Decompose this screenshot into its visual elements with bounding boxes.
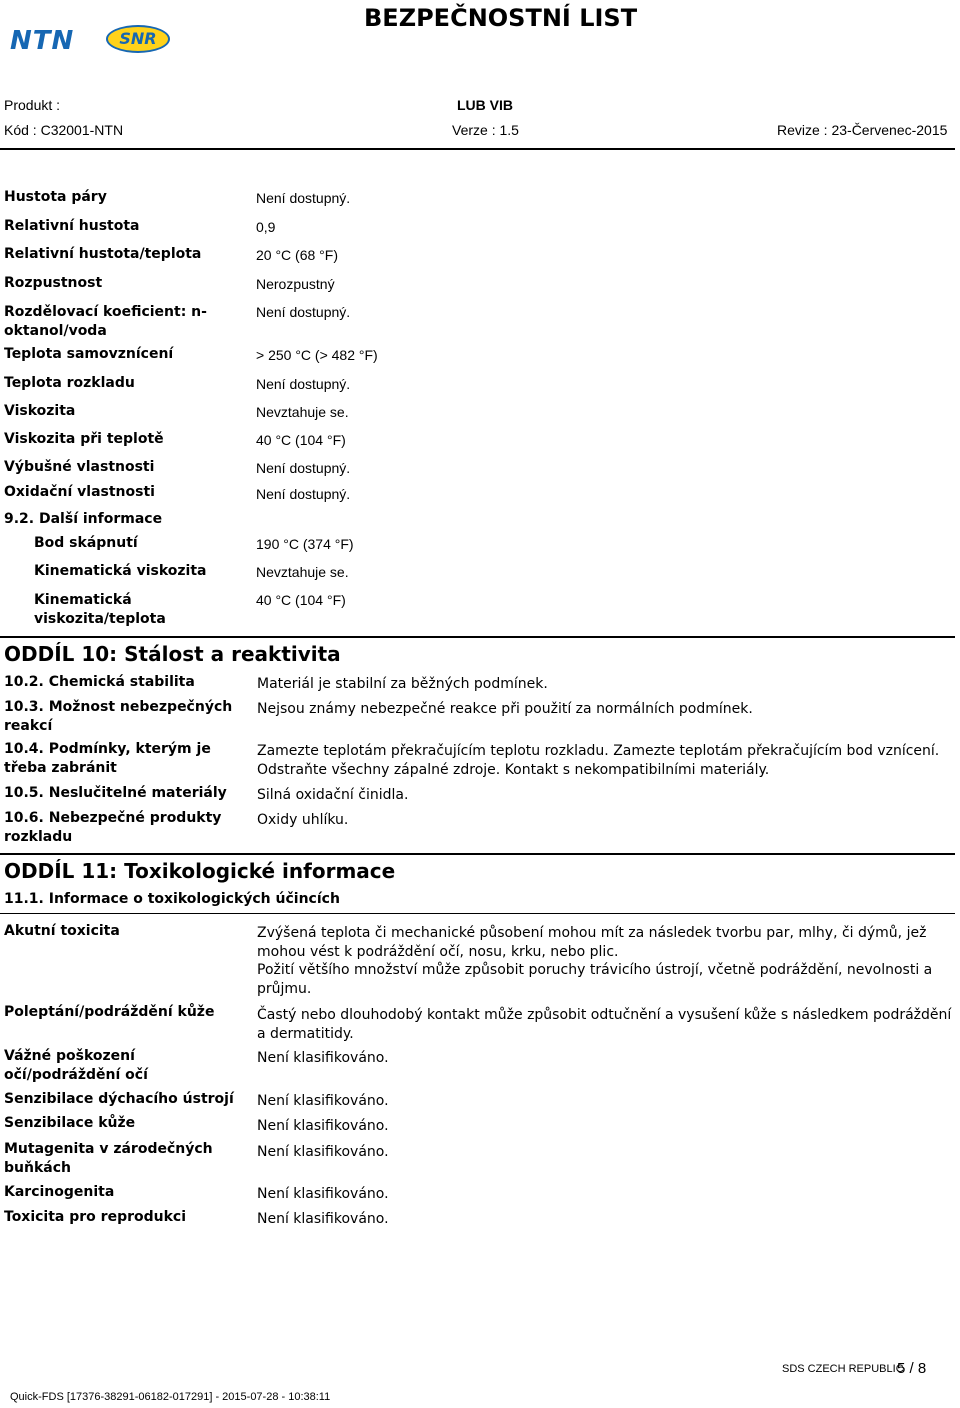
produkt-label: Produkt : bbox=[4, 97, 61, 113]
property-label: Viskozita při teplotě bbox=[4, 431, 164, 447]
toxicology-label: Vážné poškození očí/podráždění očí bbox=[4, 1048, 148, 1083]
toxicology-label: Senzibilace dýchacího ústrojí bbox=[4, 1091, 234, 1107]
subsection-divider bbox=[0, 913, 955, 914]
section-10-title: ODDÍL 10: Stálost a reaktivita bbox=[4, 642, 341, 666]
toxicology-label: Senzibilace kůže bbox=[4, 1115, 136, 1131]
toxicology-value: Není klasifikováno. bbox=[257, 1093, 389, 1109]
property-value: Nevztahuje se. bbox=[256, 404, 349, 420]
section-10-value: Oxidy uhlíku. bbox=[257, 812, 349, 828]
property-value: > 250 °C (> 482 °F) bbox=[256, 347, 378, 363]
page-number: 5 / 8 bbox=[897, 1360, 927, 1377]
section-10-label: 10.5. Neslučitelné materiály bbox=[4, 785, 227, 801]
property-label: Rozpustnost bbox=[4, 275, 103, 291]
toxicology-value-2: Požití většího množství může způsobit poruchy trávicího ústrojí, včetně podráždění, nevolnosti a průjmu. bbox=[257, 962, 933, 997]
section-10-label: 10.3. Možnost nebezpečných reakcí bbox=[4, 699, 233, 734]
property-value: 40 °C (104 °F) bbox=[256, 432, 346, 448]
property-label: Relativní hustota bbox=[4, 218, 140, 234]
other-info-heading: 9.2. Další informace bbox=[4, 511, 163, 527]
verze: Verze : 1.5 bbox=[452, 122, 519, 138]
property-label: Rozdělovací koeficient: n-oktanol/voda bbox=[4, 304, 207, 339]
property-value: 0,9 bbox=[256, 219, 276, 235]
ntn-logo: NTN bbox=[10, 26, 75, 56]
property-value: Není dostupný. bbox=[256, 486, 351, 502]
section-10-value: Zamezte teplotám překračujícím teplotu rozkladu. Zamezte teplotám překračujícím bod vznícení. Odstraňte všechny zápalné zdroje. Kontakt s nekompatibilními materiály. bbox=[257, 743, 940, 778]
other-info-value: Nevztahuje se. bbox=[256, 564, 349, 580]
section-divider bbox=[0, 853, 955, 855]
property-value: Nerozpustný bbox=[256, 276, 335, 292]
section-divider bbox=[0, 636, 955, 638]
section-10-value: Nejsou známy nebezpečné reakce při použití za normálních podmínek. bbox=[257, 701, 753, 717]
toxicology-value: Není klasifikováno. bbox=[257, 1211, 389, 1227]
document-title: BEZPEČNOSTNÍ LIST bbox=[364, 4, 638, 32]
other-info-value: 190 °C (374 °F) bbox=[256, 536, 354, 552]
toxicology-label: Poleptání/podráždění kůže bbox=[4, 1004, 215, 1020]
header-divider bbox=[0, 148, 955, 150]
property-label: Oxidační vlastnosti bbox=[4, 484, 155, 500]
property-value: Není dostupný. bbox=[256, 190, 351, 206]
section-10-label: 10.6. Nebezpečné produkty rozkladu bbox=[4, 810, 222, 845]
section-10-label: 10.2. Chemická stabilita bbox=[4, 674, 195, 690]
toxicology-label: Akutní toxicita bbox=[4, 923, 120, 939]
property-label: Teplota samovznícení bbox=[4, 346, 174, 362]
produkt-value: LUB VIB bbox=[457, 97, 513, 113]
toxicology-label: Karcinogenita bbox=[4, 1184, 115, 1200]
property-value: Není dostupný. bbox=[256, 304, 351, 320]
section-11-subheading: 11.1. Informace o toxikologických účincích bbox=[4, 891, 340, 907]
property-label: Teplota rozkladu bbox=[4, 375, 135, 391]
other-info-label: Bod skápnutí bbox=[34, 535, 138, 551]
toxicology-label: Mutagenita v zárodečných buňkách bbox=[4, 1141, 213, 1176]
toxicology-label: Toxicita pro reprodukci bbox=[4, 1209, 187, 1225]
other-info-label: Kinematická viskozita bbox=[34, 563, 207, 579]
quick-fds-id: Quick-FDS [17376-38291-06182-017291] - 2015-07-28 - 10:38:11 bbox=[10, 1391, 331, 1403]
section-11-title: ODDÍL 11: Toxikologické informace bbox=[4, 859, 396, 883]
section-10-label: 10.4. Podmínky, kterým je třeba zabránit bbox=[4, 741, 211, 776]
sds-country: SDS CZECH REPUBLIC bbox=[782, 1363, 904, 1375]
snr-logo: SNR bbox=[106, 25, 170, 53]
property-value: Není dostupný. bbox=[256, 376, 351, 392]
section-10-value: Silná oxidační činidla. bbox=[257, 787, 409, 803]
other-info-label: Kinematická viskozita/teplota bbox=[34, 592, 166, 627]
revize: Revize : 23-Červenec-2015 bbox=[777, 122, 948, 138]
toxicology-value: Není klasifikováno. bbox=[257, 1144, 389, 1160]
property-label: Relativní hustota/teplota bbox=[4, 246, 202, 262]
toxicology-value: Častý nebo dlouhodobý kontakt může způsobit odtučnění a vysušení kůže s následkem podráždění a dermatitidy. bbox=[257, 1007, 952, 1042]
other-info-value: 40 °C (104 °F) bbox=[256, 592, 346, 608]
toxicology-value: Zvýšená teplota či mechanické působení mohou mít za následek tvorbu par, mlhy, či dýmů, jež mohou vést k podráždění očí, nosu, krku, nebo plic. bbox=[257, 925, 927, 960]
property-value: 20 °C (68 °F) bbox=[256, 247, 338, 263]
property-label: Viskozita bbox=[4, 403, 76, 419]
toxicology-value: Není klasifikováno. bbox=[257, 1186, 389, 1202]
toxicology-value: Není klasifikováno. bbox=[257, 1118, 389, 1134]
section-10-value: Materiál je stabilní za běžných podmínek. bbox=[257, 676, 548, 692]
property-value: Není dostupný. bbox=[256, 460, 351, 476]
toxicology-value: Není klasifikováno. bbox=[257, 1050, 389, 1066]
kod: Kód : C32001-NTN bbox=[4, 122, 124, 138]
property-label: Výbušné vlastnosti bbox=[4, 459, 155, 475]
property-label: Hustota páry bbox=[4, 189, 107, 205]
